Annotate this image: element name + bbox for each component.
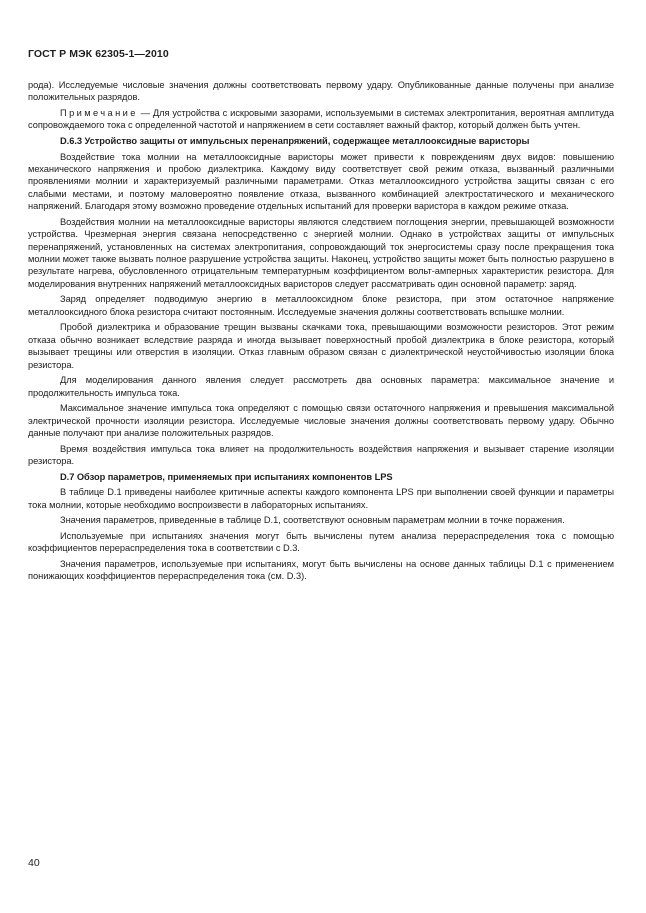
page-number: 40 xyxy=(28,857,40,869)
paragraph: рода). Исследуемые числовые значения должны соответствовать первому удару. Опубликованные данные получены при анализе положительных разрядов. xyxy=(28,80,614,103)
paragraph: Для моделирования данного явления следует рассмотреть два основных параметра: максимальное значение и продолжительность импульса тока. xyxy=(28,375,614,398)
paragraph: Заряд определяет подводимую энергию в металлооксидном блоке резистора, при этом остаточное напряжение металлооксидного блока резистора считают постоянным. Исследуемые значения должны соответствовать вспышке молнии. xyxy=(28,294,614,317)
body-text xyxy=(28,79,614,586)
paragraph: Воздействия молнии на металлооксидные варисторы являются следствием поглощения энергии, превышающей возможности устройства. Чрезмерная энергия связана непосредственно с энергией молнии. Однако в устройствах защиты от импульсных перенапряжений, установленных на системах электропитания, сопровождающий ток энергосистемы сразу после прекращения тока молнии может также вызвать полное разрушение устройства защиты. Наконец, устройство защиты может быть полностью разрушено в результате нагрева, обусловленного отрицательным температурным коэффициентом вольт-амперных характеристик резистора. Для моделирования внутренних напряжений металлооксидных варисторов следует рассматривать один основной параметр: заряд. xyxy=(28,216,614,289)
section-heading-d63: D.6.3 Устройство защиты от импульсных перенапряжений, содержащее металлооксидные варисторы xyxy=(60,136,530,146)
document-header: ГОСТ Р МЭК 62305-1—2010 xyxy=(28,48,169,60)
paragraph: Значения параметров, приведенные в таблице D.1, соответствуют основным параметрам молнии в точке поражения. xyxy=(60,515,565,526)
paragraph: Значения параметров, используемые при испытаниях, могут быть вычислены на основе данных таблицы D.1 с применением понижающих коэффициентов перераспределения тока (см. D.3). xyxy=(28,558,614,582)
paragraph: Время воздействия импульса тока влияет на продолжительность воздействия напряжения и вызывает старение изоляции резистора. xyxy=(28,443,614,467)
paragraph: Максимальное значение импульса тока определяют с помощью связи остаточного напряжения и превышения максимальной электрической прочности изоляции резистора. Исследуемые числовые значения должны соответствовать первому удару. Обычно данные получают при анализе положительных разрядов. xyxy=(28,403,614,439)
paragraph: Воздействие тока молнии на металлооксидные варисторы может привести к повреждениям двух видов: повышению механического напряжения и пробою диэлектрика. Каждому виду соответствует свой режим отказа, вызванный различными проявлениями молнии и характеризуемый различными параметрами. Отказ металлооксидного устройства защиты связан с его слабыми местами, и поэтому маловероятно появление отказа, вызванного комбинацией электростатического и механического напряжений. Благодаря этому возможно проведение отдельных испытаний для проверки варистора в каждом режиме отказа. xyxy=(28,151,614,212)
note-text: — Для устройства с искровыми зазорами, используемыми в системах электропитания, вероятная амплитуда сопровождаемого тока с определенной частотой и напряжением в сети составляет важный фактор, который должен быть учтен. xyxy=(28,108,614,131)
paragraph: Используемые при испытаниях значения могут быть вычислены путем анализа перераспределения тока с помощью коэффициентов перераспределения тока в соответствии с D.3. xyxy=(28,530,614,554)
paragraph: Пробой диэлектрика и образование трещин вызваны скачками тока, превышающими возможности резисторов. Этот режим отказа обычно возникает вследствие разряда и иногда вызывает поверхностный пробой диэлектрика в блоке резистора, который вызывает трещины или отверстия в изоляции. Отказ главным образом связан с диэлектрической неустойчивостью изоляции блока резистора. xyxy=(28,322,614,370)
note-paragraph xyxy=(28,107,614,132)
section-heading-d7: D.7 Обзор параметров, применяемых при испытаниях компонентов LPS xyxy=(60,471,393,482)
note-label: Примечание xyxy=(60,108,138,118)
paragraph: В таблице D.1 приведены наиболее критичные аспекты каждого компонента LPS при выполнении своей функции и параметры тока молнии, которые необходимо воспроизвести в лабораторных испытаниях. xyxy=(28,487,614,510)
